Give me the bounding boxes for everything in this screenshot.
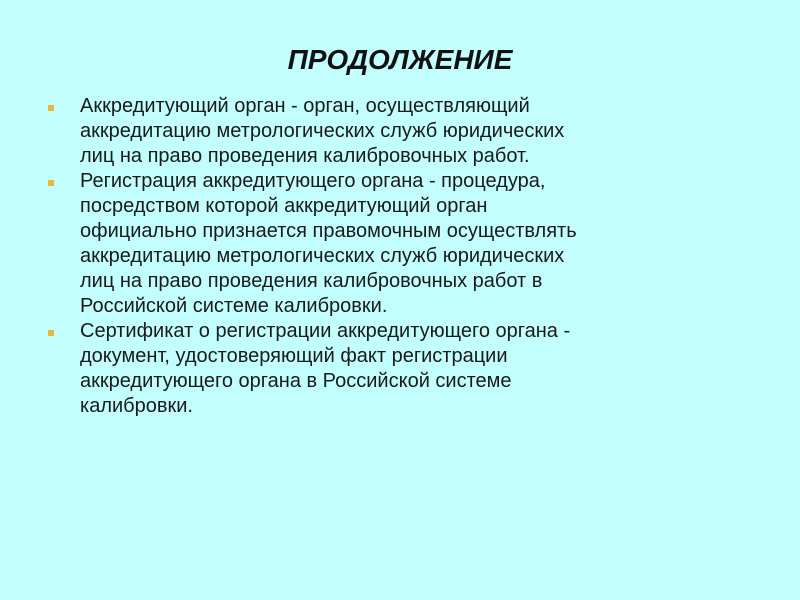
- bullet-text: Сертификат о регистрации аккредитующего органа - документ, удостоверяющий факт регистрации аккредитующего органа в Российской системе калибровки.: [80, 320, 571, 417]
- bullet-list: [42, 94, 732, 419]
- slide-title: ПРОДОЛЖЕНИЕ: [287, 44, 513, 75]
- square-bullet-icon: [48, 180, 54, 186]
- bullet-item-certificate: [42, 319, 732, 419]
- bullet-text: Аккредитующий орган - орган, осуществляющий аккредитацию метрологических служб юридических лиц на право проведения калибровочных работ.: [80, 95, 565, 167]
- bullet-item-registration: [42, 169, 732, 319]
- square-bullet-icon: [48, 105, 54, 111]
- bullet-text: Регистрация аккредитующего органа - процедура, посредством которой аккредитующий орган официально признается правомочным осуществлять аккредитацию метрологических служб юридических лиц на право проведения калибровочных работ в Российской системе калибровки.: [80, 170, 577, 317]
- bullet-item-accrediting-body: [42, 94, 732, 169]
- square-bullet-icon: [48, 330, 54, 336]
